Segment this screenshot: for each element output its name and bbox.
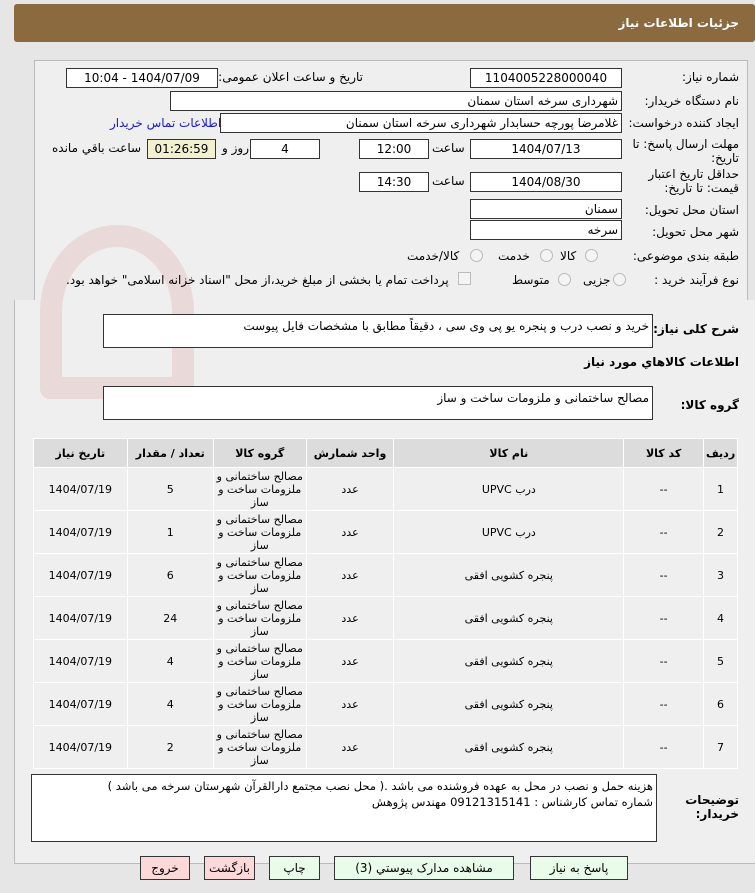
process-radio-medium[interactable] xyxy=(558,273,571,286)
table-cell: پنجره کشویی افقی xyxy=(394,683,624,726)
goods-section-title: اطلاعات کالاهاي مورد نياز xyxy=(584,355,739,369)
table-cell: درب UPVC xyxy=(394,511,624,554)
city-label: شهر محل تحویل: xyxy=(652,225,739,239)
category-label: طبقه بندی موضوعی: xyxy=(632,249,739,263)
table-cell: -- xyxy=(624,640,704,683)
column-header: واحد شمارش xyxy=(306,439,394,468)
process-option-minor: جزیی xyxy=(583,273,611,287)
announce-label: تاریخ و ساعت اعلان عمومی: xyxy=(218,70,363,84)
table-cell: پنجره کشویی افقی xyxy=(394,640,624,683)
notes-line-2: شماره تماس کارشناس : 09121315141 مهندس پژوهش xyxy=(371,795,653,809)
category-radio-both[interactable] xyxy=(470,249,483,262)
table-row xyxy=(34,640,738,683)
payment-note: پرداخت تمام یا بخشی از مبلغ خرید،از محل "اسناد خزانه اسلامی" خواهد بود. xyxy=(66,273,449,287)
category-radio-service[interactable] xyxy=(540,249,553,262)
buyer-field: شهرداری سرخه استان سمنان xyxy=(170,91,622,111)
summary-label: شرح کلی نیاز: xyxy=(653,322,739,336)
exit-button[interactable]: خروج xyxy=(140,856,190,880)
table-cell: -- xyxy=(624,511,704,554)
deadline-time-label: ساعت xyxy=(432,141,465,155)
table-cell: 24 xyxy=(127,597,213,640)
need-number-field: 1104005228000040 xyxy=(470,68,622,88)
days-field: 4 xyxy=(250,139,320,159)
table-cell: مصالح ساختمانی و ملزومات ساخت و ساز xyxy=(213,554,306,597)
column-header: ردیف xyxy=(704,439,738,468)
validity-time-label: ساعت xyxy=(432,174,465,188)
table-cell: مصالح ساختمانی و ملزومات ساخت و ساز xyxy=(213,726,306,769)
table-cell: 1404/07/19 xyxy=(34,511,128,554)
table-cell: 1404/07/19 xyxy=(34,597,128,640)
table-cell: عدد xyxy=(306,640,394,683)
table-cell: مصالح ساختمانی و ملزومات ساخت و ساز xyxy=(213,597,306,640)
process-label: نوع فرآیند خرید : xyxy=(654,273,739,287)
column-header: کد کالا xyxy=(624,439,704,468)
table-cell: 2 xyxy=(704,511,738,554)
table-cell: مصالح ساختمانی و ملزومات ساخت و ساز xyxy=(213,640,306,683)
table-cell: 4 xyxy=(127,640,213,683)
deadline-label: مهلت ارسال پاسخ: تا تاریخ: xyxy=(632,137,739,165)
table-cell: پنجره کشویی افقی xyxy=(394,597,624,640)
table-cell: پنجره کشویی افقی xyxy=(394,554,624,597)
table-cell: 1404/07/19 xyxy=(34,468,128,511)
process-radio-minor[interactable] xyxy=(613,273,626,286)
validity-date-field: 1404/08/30 xyxy=(470,172,622,192)
table-cell: عدد xyxy=(306,468,394,511)
column-header: تعداد / مقدار xyxy=(127,439,213,468)
category-option-goods: کالا xyxy=(560,249,577,263)
table-cell: -- xyxy=(624,554,704,597)
table-cell: 1 xyxy=(704,468,738,511)
table-cell: 5 xyxy=(127,468,213,511)
table-row xyxy=(34,683,738,726)
category-option-both: کالا/خدمت xyxy=(407,249,460,263)
table-cell: 3 xyxy=(704,554,738,597)
table-cell: 7 xyxy=(704,726,738,769)
table-cell: عدد xyxy=(306,683,394,726)
remaining-time-field: 01:26:59 xyxy=(147,139,216,159)
table-row xyxy=(34,726,738,769)
notes-line-1: هزینه حمل و نصب در محل به عهده فروشنده می باشد .( محل نصب مجتمع دارالقرآن شهرستان سرخه می باشد ) xyxy=(107,779,653,793)
deadline-date-field: 1404/07/13 xyxy=(470,139,622,159)
table-cell: 6 xyxy=(704,683,738,726)
table-cell: 1404/07/19 xyxy=(34,640,128,683)
table-cell: عدد xyxy=(306,726,394,769)
city-field: سرخه xyxy=(470,220,622,240)
table-cell: 4 xyxy=(704,597,738,640)
table-row xyxy=(34,511,738,554)
column-header: نام کالا xyxy=(394,439,624,468)
creator-label: ایجاد کننده درخواست: xyxy=(628,116,739,130)
table-cell: مصالح ساختمانی و ملزومات ساخت و ساز xyxy=(213,683,306,726)
group-label: گروه کالا: xyxy=(680,398,739,412)
validity-label: حداقل تاریخ اعتبار قیمت: تا تاریخ: xyxy=(648,167,739,195)
table-row xyxy=(34,554,738,597)
reply-button[interactable]: پاسخ به نیاز xyxy=(530,856,628,880)
notes-field[interactable] xyxy=(31,774,657,842)
province-label: استان محل تحویل: xyxy=(644,203,739,217)
table-cell: مصالح ساختمانی و ملزومات ساخت و ساز xyxy=(213,468,306,511)
back-button[interactable]: بازگشت xyxy=(204,856,255,880)
summary-field[interactable]: خرید و نصب درب و پنجره یو پی وی سی ، دقیقاً مطابق با مشخصات فایل پیوست xyxy=(103,314,653,348)
category-radio-goods[interactable] xyxy=(585,249,598,262)
table-cell: عدد xyxy=(306,597,394,640)
page-header xyxy=(14,4,755,42)
table-header-row xyxy=(34,439,738,468)
table-cell: درب UPVC xyxy=(394,468,624,511)
table-cell: 5 xyxy=(704,640,738,683)
process-option-medium: متوسط xyxy=(512,273,550,287)
table-cell: 4 xyxy=(127,683,213,726)
table-cell: 1 xyxy=(127,511,213,554)
province-field: سمنان xyxy=(470,199,622,219)
watermark xyxy=(40,225,204,399)
creator-field: غلامرضا پورچه حسابدار شهرداری سرخه استان سمنان xyxy=(220,113,622,133)
treasury-payment-checkbox[interactable] xyxy=(458,272,471,285)
table-cell: 1404/07/19 xyxy=(34,683,128,726)
buyer-label: نام دستگاه خریدار: xyxy=(644,94,739,108)
table-cell: -- xyxy=(624,468,704,511)
print-button[interactable]: چاپ xyxy=(269,856,320,880)
group-field[interactable]: مصالح ساختمانی و ملزومات ساخت و ساز xyxy=(103,386,653,420)
days-label: روز و xyxy=(222,141,249,155)
table-cell: 2 xyxy=(127,726,213,769)
announce-field: 1404/07/09 - 10:04 xyxy=(66,68,218,88)
column-header: تاریخ نیاز xyxy=(34,439,128,468)
remaining-label: ساعت باقي مانده xyxy=(52,141,142,155)
table-cell: پنجره کشویی افقی xyxy=(394,726,624,769)
table-cell: -- xyxy=(624,683,704,726)
table-cell: عدد xyxy=(306,554,394,597)
deadline-time-field: 12:00 xyxy=(359,139,429,159)
table-row xyxy=(34,468,738,511)
validity-time-field: 14:30 xyxy=(359,172,429,192)
table-cell: عدد xyxy=(306,511,394,554)
table-cell: 1404/07/19 xyxy=(34,554,128,597)
table-cell: -- xyxy=(624,726,704,769)
goods-table xyxy=(33,438,738,769)
table-cell: 1404/07/19 xyxy=(34,726,128,769)
table-row xyxy=(34,597,738,640)
notes-label: توضیحات خریدار: xyxy=(685,793,739,821)
buyer-contact-link[interactable]: اطلاعات تماس خریدار xyxy=(110,116,222,130)
table-cell: مصالح ساختمانی و ملزومات ساخت و ساز xyxy=(213,511,306,554)
table-cell: -- xyxy=(624,597,704,640)
need-number-label: شماره نیاز: xyxy=(682,70,739,84)
page-title: جزئیات اطلاعات نیاز xyxy=(618,16,739,30)
view-attachments-button[interactable]: مشاهده مدارک پیوستي (3) xyxy=(334,856,514,880)
table-cell: 6 xyxy=(127,554,213,597)
category-option-service: خدمت xyxy=(498,249,530,263)
column-header: گروه کالا xyxy=(213,439,306,468)
